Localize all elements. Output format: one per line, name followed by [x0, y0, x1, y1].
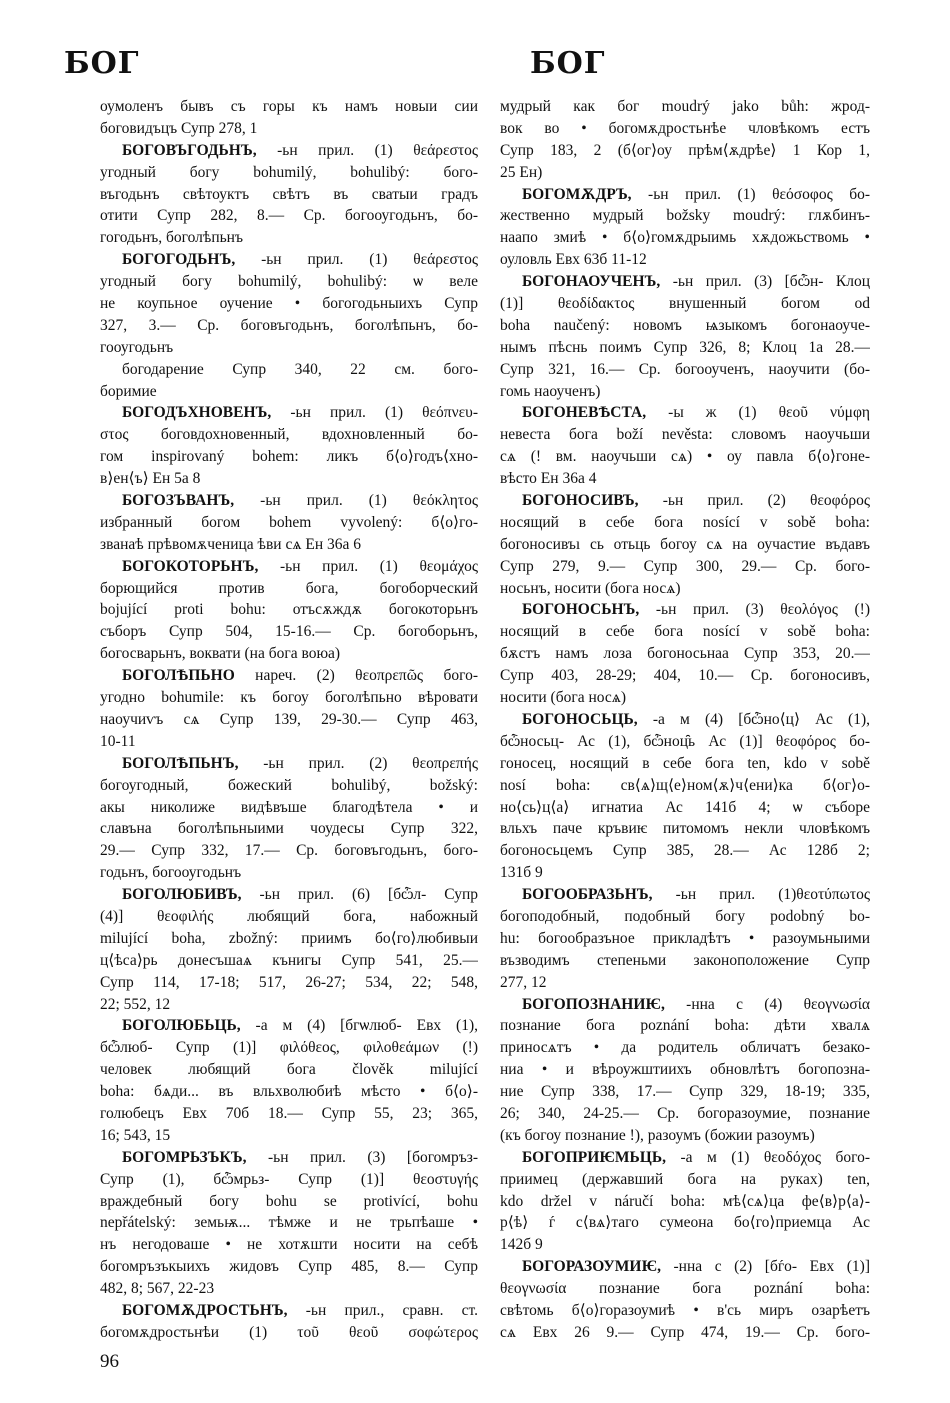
text-line: оумоленъ бывъ съ горы къ намъ новыи сии	[100, 98, 478, 115]
text-line: наапо змиѣ • б⟨о⟩гомѫдрыимь хѫдожьствомь •	[500, 229, 870, 247]
headword: БОГОНОСЬНЪ,	[522, 601, 640, 619]
text-line: бѽлюб- Супр (1)] φιλόθεος, φιλοθεάμων (!)	[100, 1039, 478, 1057]
entry-text: -нна с (4) θεογνωσία	[664, 995, 870, 1013]
text-line	[500, 184, 870, 206]
headword: БОГОНОСЬЦЬ,	[522, 710, 638, 728]
text-line	[500, 1256, 870, 1278]
headword: БОГОНАОУЧЕНЪ,	[522, 273, 661, 291]
text-line	[500, 271, 870, 293]
text-line: отити Супр 282, 8.— Ср. богооугодьнъ, бо-	[100, 207, 478, 225]
text-line: 26; 340, 24-25.— Ср. богоразоумие, познание	[500, 1104, 870, 1122]
headword: БОГООБРАЗЬНЪ,	[522, 886, 653, 904]
text-line: 142б 9	[500, 1236, 543, 1254]
entry-text: -а м (4) [бѽно⟨ц⟩ Ас (1),	[637, 710, 870, 728]
text-line	[500, 490, 870, 512]
text-line: 327, 3.— Ср. боговъгодьнъ, боголѣпьнъ, бо-	[100, 316, 478, 334]
text-line	[500, 884, 870, 906]
text-line: бѽносьц- Ас (1), бѽноц̑ь Ас (1)] θεοφόρος бо-	[500, 732, 870, 750]
text-line: акы николиже видѣвъше благодѣтела • и	[100, 798, 478, 816]
entry-text: -ьн прил. (1)θεοτύπωτος	[652, 886, 870, 904]
text-line: богодарение Супр 340, 22 см. бого-	[122, 360, 478, 378]
entry-text: -ьн прил. (1) θεόκλητος	[234, 492, 478, 510]
headword: БОГОВЪГОДЬНЪ,	[122, 141, 257, 159]
text-line: богомръзъкыихъ жидовъ Супр 485, 8.— Супр	[100, 1258, 478, 1276]
text-line	[500, 1147, 870, 1169]
entry-text: -ы ж (1) θεοῦ νύμφη	[646, 404, 870, 422]
headword: БОГОНЕВѢСТА,	[522, 404, 647, 422]
headword: БОГОРАЗОУМИѤ,	[522, 1258, 661, 1276]
text-line: 29.— Супр 332, 17.— Ср. боговъгодьнъ, бого-	[100, 842, 478, 860]
text-line: (1)] θεοδίδακτος внушенный богом od	[500, 295, 870, 313]
text-line	[100, 490, 478, 512]
headword: БОГОПОЗНАНИѤ,	[522, 995, 665, 1013]
headword: БОГОМѪДРОСТЬНЪ,	[122, 1301, 288, 1319]
text-line	[100, 402, 478, 424]
text-line: богоподобный, подобный богу podobný bo-	[500, 907, 870, 925]
entry-text: -ьн прил. (6) [бѽл- Супр	[241, 886, 478, 904]
text-line: бѫстъ намъ лоза богоносьнаа Супр 353, 20.—	[500, 645, 870, 663]
text-line	[100, 1147, 478, 1169]
headword: БОГОДЪХНОВЕНЪ,	[122, 404, 272, 422]
entry-text: -ьн прил. (1) θεομάχος	[258, 557, 478, 575]
text-line: Супр 279, 9.— Супр 300, 29.— Ср. бого-	[500, 557, 870, 575]
entry-text: -ьн прил. (1) θεάρεστος	[256, 141, 478, 159]
text-line: не коупьное оучение • богогодьныихъ Супр	[100, 295, 478, 313]
text-line: στος боговдохновенный, вдохновленный бо-	[100, 426, 478, 444]
running-head-left: БОГ	[64, 46, 140, 81]
text-line: богоугодный, божеский bohulibý, božský:	[100, 776, 478, 794]
text-line: гомь наоученъ)	[500, 382, 601, 400]
text-line: славъна боголѣпьныими чоудесы Супр 322,	[100, 820, 478, 838]
text-line: голюбецъ Евх 70б 18.— Супр 55, 23; 365,	[100, 1104, 478, 1122]
headword: БОГОЛѢПЬНО	[122, 667, 235, 685]
text-line: боговидъцъ Супр 278, 1	[100, 119, 258, 137]
text-line: 25 Ен)	[500, 163, 543, 181]
text-line	[500, 402, 870, 424]
entry-text: нареч. (2) θεοπρεπῶς бого-	[234, 667, 478, 685]
text-line: ц⟨ѣса⟩рь донесъшаѧ кънигы Супр 541, 25.—	[100, 951, 478, 969]
text-line: богоносивъı сь отьць богоу сѧ на оучастие въдавъ	[500, 535, 870, 553]
text-line: угодный богу bohumilý, bohulibý: бого-	[100, 163, 478, 181]
text-line: человек любящий бога člověk milující	[100, 1061, 478, 1079]
text-line: 10-11	[100, 732, 136, 750]
entry-text: -ьн прил. (1) θεόπνευ-	[271, 404, 478, 422]
entry-text: -нна с (2) [бѓо- Евх (1)]	[660, 1258, 870, 1276]
entry-text: -ьн прил. (2) θεοπρεπής	[238, 754, 478, 772]
text-line: вльхъ паче кръвиѥ питомомъ некли чловѣкомъ	[500, 820, 870, 838]
text-line	[100, 1300, 478, 1322]
headword: БОГОПРИѤМЬЦЬ,	[522, 1148, 666, 1166]
text-line: познание бога poznání boha: дѣти хвалѧ	[500, 1017, 870, 1035]
text-line: bojující proti bohu: отъсѫждѫ богокоторьнъ	[100, 601, 478, 619]
text-line: званаѣ прѣвомѫченица ѣви сѧ Ен 36а 6	[100, 535, 361, 553]
headword: БОГОКОТОРЬНЪ,	[122, 557, 259, 575]
text-line: носящий в себе бога nosící v sobě boha:	[500, 623, 870, 641]
text-line: Супр 114, 17-18; 517, 26-27; 534, 22; 548,	[100, 973, 478, 991]
right-column	[500, 96, 870, 1344]
text-line: гом inspirovaný bohem: ликъ б⟨о⟩годъ⟨хно-	[100, 448, 478, 466]
text-line: нъ негодоваше • не хотѫшти носити на себѣ	[100, 1236, 478, 1254]
text-line: гооугодьнъ	[100, 338, 174, 356]
text-line: гоносец, носящий в себе бога ten, kdo v sobě	[500, 754, 870, 772]
headword: БОГОМРЬЗЪКЪ,	[122, 1148, 247, 1166]
text-line	[500, 994, 870, 1016]
entry-text: -ьн прил., сравн. ст.	[287, 1301, 478, 1319]
text-line: угодный богу bohumilý, bohulibý: ѡ веле	[100, 273, 478, 291]
text-line: θεογνωσία познание бога poznání boha:	[500, 1280, 870, 1298]
text-line	[100, 665, 478, 687]
text-line: р⟨ѣ⟩ ѓ с⟨вѧ⟩таго сумеона бо⟨го⟩приемца Ас	[500, 1214, 870, 1232]
text-line: годьнъ, богооугодьнъ	[100, 864, 242, 882]
headword: БОГОМѪДРЪ,	[522, 185, 632, 203]
text-line: оуловль Евх 63б 11-12	[500, 251, 647, 269]
entry-text: -ьн прил. (3) [бѽн- Клоц	[660, 273, 870, 291]
text-line: богосварьнъ, воквати (на бога воюа)	[100, 645, 341, 663]
text-line: 482, 8; 567, 22-23	[100, 1280, 215, 1298]
text-line: (къ богоу познание !), разоумъ (божии разоумъ)	[500, 1126, 815, 1144]
headword: БОГОНОСИВЪ,	[522, 492, 639, 510]
entry-text: -ьн прил. (3) [богомръз-	[246, 1148, 478, 1166]
text-line: в⟩ен⟨ъ⟩ Ен 5а 8	[100, 470, 201, 488]
text-line: Супр (1), бѽмрьз- Супр (1)] θεοστυγής	[100, 1170, 478, 1188]
text-line: угодно bohumile: къ богоу боголѣпьно вѣровати	[100, 689, 478, 707]
text-line	[100, 1015, 478, 1037]
text-line: сѧ (! вм. наоучьши сѧ) • оу павла б⟨о⟩гоне-	[500, 448, 870, 466]
text-line: носити (бога носѧ)	[500, 689, 627, 707]
text-line	[100, 753, 478, 775]
text-line	[500, 709, 870, 731]
headword: БОГОЛЮБЬЦЬ,	[122, 1017, 241, 1035]
headword: БОГОГОДЬНЪ,	[122, 251, 236, 269]
text-line: 22; 552, 12	[100, 995, 171, 1013]
text-line: boha: бѧди... въ вльхволюбиѣ мѣсто • б⟨о⟩-	[100, 1083, 478, 1101]
text-line: избранный богом bohem vyvolený: б⟨о⟩го-	[100, 513, 478, 531]
text-line: сѧ Евх 26 9.— Супр 474, 19.— Ср. бого-	[500, 1323, 870, 1341]
text-line: носящий в себе бога nosící v sobě boha:	[500, 513, 870, 531]
text-line	[100, 249, 478, 271]
headword: БОГОЛѢПЬНЪ,	[122, 754, 239, 772]
left-column	[100, 96, 478, 1344]
text-line	[500, 599, 870, 621]
text-line: 277, 12	[500, 973, 547, 991]
text-line: гогодьнъ, боголѣпьнъ	[100, 229, 243, 247]
text-line: hu: богообразъное прикладѣтъ • разоумьныими	[500, 929, 870, 947]
text-line: Супр 403, 28-29; 404, 10.— Ср. богоносивъ,	[500, 667, 870, 685]
text-line: богоносьцемъ Супр 385, 28.— Ас 128б 2;	[500, 842, 870, 860]
text-line: 16; 543, 15	[100, 1126, 171, 1144]
entry-text: -а м (4) [бгѡлюб- Евх (1),	[240, 1017, 478, 1035]
text-line: nepřátelský: земьѭ... тѣмже и не трьпѣаше •	[100, 1214, 478, 1232]
entry-text: -а м (1) θεοδόχος бого-	[665, 1148, 870, 1166]
text-line: вок во • богомѫдростьнѣе чловѣкомъ естъ	[500, 119, 870, 137]
text-line	[100, 556, 478, 578]
text-line: невеста бога boží nevěsta: словомъ наоучьши	[500, 426, 870, 444]
text-line	[100, 884, 478, 906]
text-line: съборъ Супр 504, 15-16.— Ср. богоборьнъ,	[100, 623, 478, 641]
text-line	[100, 140, 478, 162]
text-line: ние Супр 338, 17.— Супр 329, 18-19; 335,	[500, 1083, 870, 1101]
text-line: възводимъ степеньми законоположение Супр	[500, 951, 870, 969]
entry-text: -ьн прил. (1) θεόσοφος бо-	[631, 185, 870, 203]
text-line: наоучиѵъ сѧ Супр 139, 29-30.— Супр 463,	[100, 710, 478, 728]
text-line: борющийся против бога, богоборческий	[100, 579, 478, 597]
text-line: мудрый как бог moudrý jako bůh: жрод-	[500, 98, 870, 115]
text-line: нымъ пѣснь поимъ Супр 326, 8; Клоц 1а 28.—	[500, 338, 870, 356]
text-line: въгодьнъ свѣтоуктъ свѣтъ въ сватыи градъ	[100, 185, 478, 203]
text-line: вѣсто Ен 36а 4	[500, 470, 597, 488]
text-line: приимец (державший бога на руках) ten,	[500, 1170, 870, 1188]
page-number: 96	[100, 1351, 119, 1372]
text-line: nosí boha: св⟨ѧ⟩щ⟨е⟩ном⟨ѫ⟩ч⟨ени⟩ка б⟨ог⟩о-	[500, 776, 870, 794]
text-line: Супр 183, 2 (б⟨ог⟩оу прѣм⟨ѫдрѣе⟩ 1 Кор 1,	[500, 141, 870, 159]
text-line: Супр 321, 16.— Ср. богооученъ, наоучити (бо-	[500, 360, 870, 378]
headword: БОГОЛЮБИВЪ,	[122, 886, 242, 904]
text-line: ниа • и вѣроужштиихъ обновлѣтъ богопозна-	[500, 1061, 870, 1079]
text-line: свѣтомь б⟨о⟩горазоумиѣ • в'сь миръ озарѣетъ	[500, 1301, 870, 1319]
text-line: kdo držel v náručí boha: мѣ⟨сѧ⟩ца фе⟨в⟩р⟨а⟩-	[500, 1192, 870, 1210]
text-line: боримие	[100, 382, 157, 400]
text-line: milující boha, zbožný: приимъ бо⟨го⟩любивыи	[100, 929, 478, 947]
text-line: (4)] θεοφιλής любящий бога, набожный	[100, 907, 478, 925]
entry-text: -ьн прил. (2) θεοφόρος	[638, 492, 870, 510]
entry-text: -ьн прил. (3) θεολόγος (!)	[639, 601, 870, 619]
text-line: boha naučený: новомъ ѩзыкомъ богонаоуче-	[500, 316, 870, 334]
text-line: враждебный богу bohu se protivící, bohu	[100, 1192, 478, 1210]
headword: БОГОЗЪВАНЪ,	[122, 492, 235, 510]
entry-text: -ьн прил. (1) θεάρεστος	[235, 251, 478, 269]
text-line: но⟨сь⟩ц⟨а⟩ игнатиа Ас 141б 4; ѡ съборе	[500, 798, 870, 816]
text-line: богомѫдростьнѣи (1) τοῦ θεοῦ σοφώτερος	[100, 1323, 478, 1341]
text-line: носьнъ, носити (бога носѧ)	[500, 579, 681, 597]
running-head-right: БОГ	[530, 46, 606, 81]
text-line: приносѧтъ • да родитель обличатъ безако-	[500, 1039, 870, 1057]
text-line: 131б 9	[500, 864, 543, 882]
text-line: жественно мудрый božsky moudrý: глѫбинъ-	[500, 207, 870, 225]
